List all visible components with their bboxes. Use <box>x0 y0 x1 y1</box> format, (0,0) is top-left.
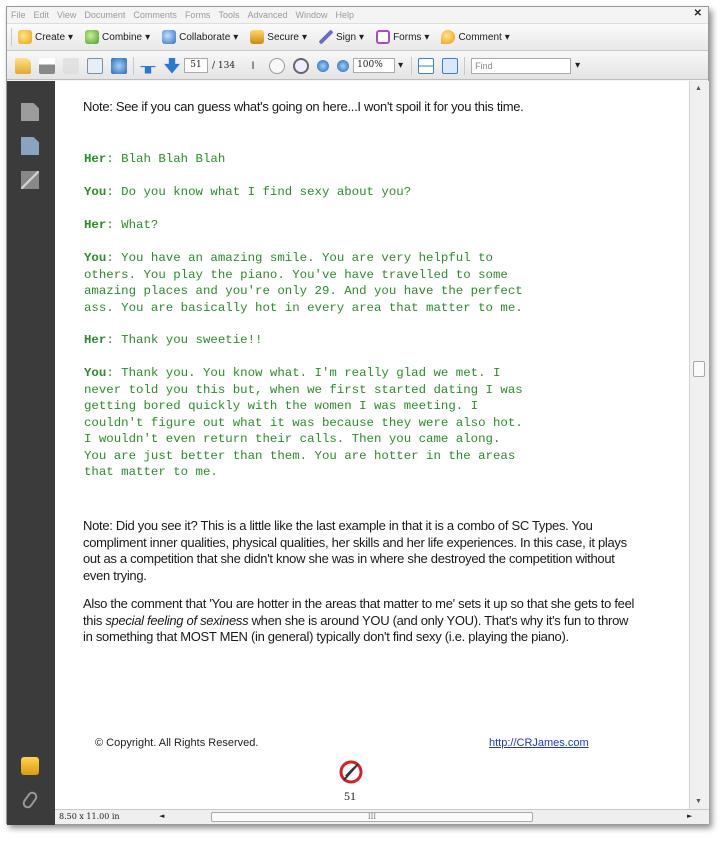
menu-view[interactable]: View <box>57 10 77 20</box>
dialogue-line: You: Do you know what I find sexy about you? <box>84 185 412 199</box>
combine-icon <box>85 30 99 44</box>
page-number: 51 <box>344 789 356 803</box>
sign-button[interactable]: Sign ▾ <box>315 30 372 44</box>
forms-icon <box>376 30 390 44</box>
menu-forms[interactable]: Forms <box>184 10 211 20</box>
scroll-right-icon[interactable]: ► <box>687 812 693 820</box>
chevron-down-icon: ▾ <box>424 31 430 43</box>
dialogue-line: Her: Thank you sweetie!! <box>84 333 263 347</box>
collaborate-button[interactable]: Collaborate ▾ <box>158 30 246 44</box>
menu-bar <box>7 7 708 23</box>
create-button[interactable]: Create ▾ <box>14 30 81 44</box>
find-input[interactable]: Find <box>471 58 571 74</box>
fit-width-icon[interactable] <box>418 58 434 74</box>
scroll-down-icon[interactable]: ▼ <box>695 798 702 805</box>
menu-tools[interactable]: Tools <box>218 10 240 20</box>
zoom-out-icon[interactable] <box>317 60 329 72</box>
chevron-down-icon[interactable]: ▾ <box>398 60 404 71</box>
zoom-level[interactable]: 100% <box>353 58 395 73</box>
page-total: / 134 <box>212 60 236 71</box>
web-icon[interactable] <box>111 58 127 74</box>
forms-button[interactable]: Forms ▾ <box>372 30 437 44</box>
navigation-pane <box>7 81 55 825</box>
page-number-input[interactable]: 51 <box>184 58 208 73</box>
horizontal-scroll-thumb[interactable]: III <box>211 812 533 822</box>
dialogue-line: Her: Blah Blah Blah <box>84 152 226 166</box>
pen-icon <box>319 30 333 44</box>
menu-help[interactable]: Help <box>335 10 355 20</box>
secure-button[interactable]: Secure ▾ <box>246 30 315 44</box>
page-size-label: 8.50 x 11.00 in <box>59 812 120 821</box>
close-icon[interactable]: ✕ <box>693 8 702 19</box>
chevron-down-icon: ▾ <box>301 31 308 43</box>
create-icon <box>18 30 32 44</box>
chevron-down-icon: ▾ <box>145 31 151 43</box>
toolbar-separator <box>411 57 412 75</box>
pages-icon[interactable] <box>21 103 39 121</box>
chevron-down-icon: ▾ <box>504 31 510 43</box>
zoom-marquee-icon[interactable] <box>293 58 309 74</box>
combine-button[interactable]: Combine ▾ <box>81 30 158 44</box>
open-folder-icon[interactable] <box>15 58 31 74</box>
print-icon[interactable] <box>39 58 55 74</box>
menu-advanced[interactable]: Advanced <box>247 10 288 20</box>
email-icon[interactable] <box>87 58 103 74</box>
menu-comments[interactable]: Comments <box>133 10 177 20</box>
task-toolbar <box>7 23 708 51</box>
menu-edit[interactable]: Edit <box>33 10 50 20</box>
comment-icon <box>441 30 455 44</box>
signatures-icon[interactable] <box>21 171 39 189</box>
note-followup: Also the comment that 'You are hotter in the areas that matter to me' sets it up so that she gets to feel this special feeling of sexiness when she is around YOU (and only YOU). That's why it's fun to throw in something that MOST MEN (in general) typically don't find sexy (i.e. playing the piano). <box>83 596 635 644</box>
dialogue-line: Her: What? <box>84 218 159 232</box>
dialogue-line: You: You have an amazing smile. You are very helpful to others. You play the piano. You've have travelled to some amazing places and you're only 29. And you have the perfect ass. You are basically hot in every area that matter to me. <box>84 251 523 315</box>
vertical-scrollbar[interactable] <box>689 81 709 809</box>
logo-icon <box>338 759 364 785</box>
bookmarks-icon[interactable] <box>21 137 39 155</box>
copyright-notice: © Copyright. All Rights Reserved. <box>95 737 259 749</box>
lock-icon <box>250 30 264 44</box>
note-intro: Note: See if you can guess what's going on here...I won't spoil it for you this time. <box>83 99 524 114</box>
note-analysis: Note: Did you see it? This is a little like the last example in that it is a combo of SC Types. You compliment inner qualities, physical qualities, her skills and her life experiences. In this case, it plays out as a competition that she didn't know she was in where she destroyed the competition without even trying. <box>83 518 627 583</box>
comments-icon[interactable] <box>21 757 39 775</box>
toolbar-separator <box>133 57 134 75</box>
chevron-down-icon: ▾ <box>233 31 239 43</box>
menu-window[interactable]: Window <box>295 10 328 20</box>
pdf-reader-window <box>6 6 709 824</box>
scroll-thumb[interactable] <box>693 361 705 377</box>
save-icon[interactable] <box>63 58 79 74</box>
collaborate-icon <box>162 30 176 44</box>
navigation-toolbar <box>7 52 708 80</box>
website-link[interactable]: http://CRJames.com <box>489 737 589 749</box>
next-page-icon[interactable] <box>164 58 180 74</box>
hand-tool-icon[interactable] <box>269 58 285 74</box>
previous-page-icon[interactable] <box>140 58 156 74</box>
comment-button[interactable]: Comment ▾ <box>437 30 517 44</box>
fit-page-icon[interactable] <box>442 58 458 74</box>
toolbar-separator <box>464 57 465 75</box>
dialogue-line: You: Thank you. You know what. I'm really glad we met. I never told you this but, when we first started dating I was getting bored quickly with the women I was meeting. I couldn't figure out what it was because they were also hot. I wouldn't even return their calls. Then you came along. You are just better than them. You are hotter in the areas that matter to me. <box>84 366 523 479</box>
attachment-icon[interactable] <box>21 790 40 810</box>
status-bar <box>55 809 709 824</box>
chevron-down-icon[interactable]: ▾ <box>575 60 581 71</box>
chevron-down-icon: ▾ <box>359 31 365 43</box>
menu-document[interactable]: Document <box>84 10 126 20</box>
document-page <box>55 81 689 809</box>
select-text-icon[interactable]: I <box>251 59 255 72</box>
toolbar-grip <box>11 28 12 46</box>
menu-file[interactable]: File <box>11 10 26 20</box>
scroll-left-icon[interactable]: ◄ <box>159 812 165 820</box>
chevron-down-icon: ▾ <box>68 31 74 43</box>
zoom-in-icon[interactable] <box>337 60 349 72</box>
scroll-up-icon[interactable]: ▲ <box>695 85 702 92</box>
